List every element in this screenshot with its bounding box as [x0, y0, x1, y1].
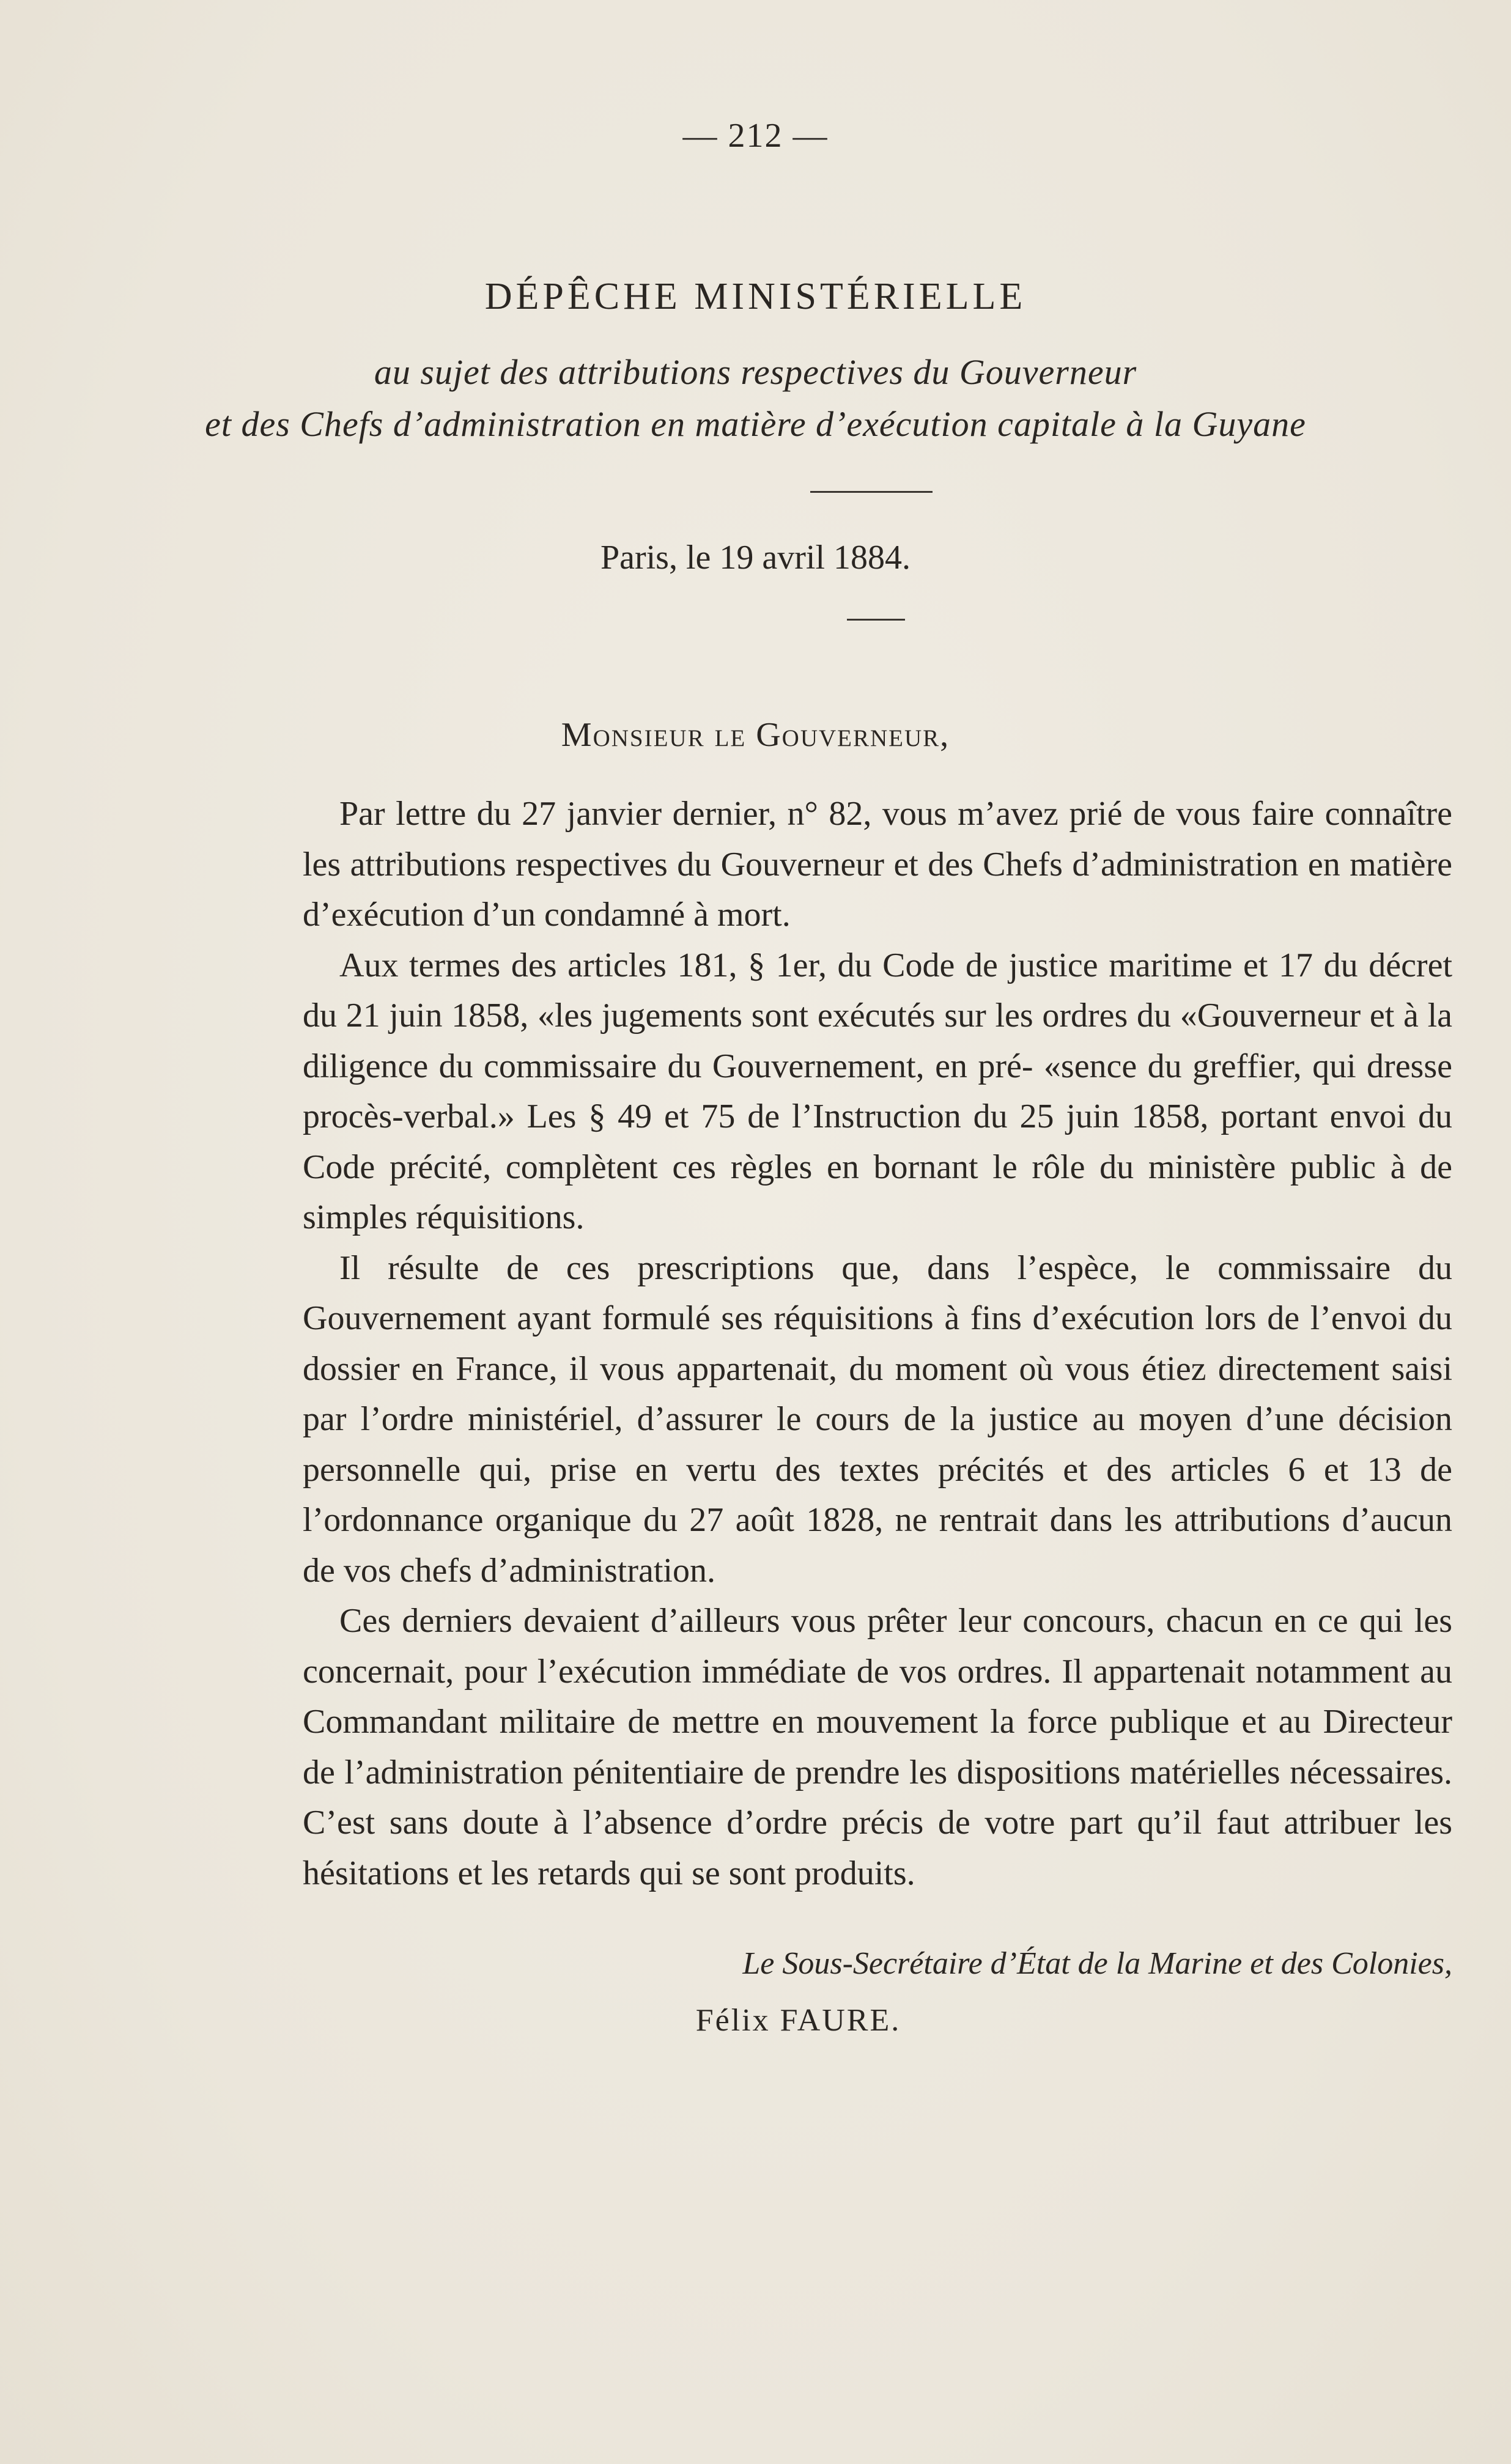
subtitle-line-2: et des Chefs d’administration en matière d’exécution capitale à la Guyane — [205, 404, 1306, 444]
document-title: DÉPÊCHE MINISTÉRIELLE — [484, 276, 1027, 317]
page-number: — 212 — — [682, 117, 829, 155]
separator-rule-short — [847, 619, 905, 621]
salutation: Monsieur le Gouverneur, — [561, 716, 950, 754]
letter-body — [303, 789, 1452, 1898]
signature-title: Le Sous-Secrétaire d’État de la Marine et des Colonies, — [742, 1946, 1452, 1981]
paragraph-2: Aux termes des articles 181, § 1er, du Code de justice maritime et 17 du décret du 21 juin 1858, «les jugements sont exécutés sur les ordres du «Gouverneur et à la diligence du commissaire du Gouvernement, en pré- «sence du greffier, qui dresse procès-verbal.» Les § 49 et 75 de l’Instruction du 25 juin 1858, portant envoi du Code précité, complètent ces règles en bornant le rôle du ministère public à de simples réquisitions. — [303, 946, 1452, 1236]
paragraph-3: Il résulte de ces prescriptions que, dans l’espèce, le commissaire du Gouvernement ayant formulé ses réquisitions à fins d’exécution lors de l’envoi du dossier en France, il vous appartenait, du moment où vous étiez directement saisi par l’ordre ministériel, d’assurer le cours de la justice au moyen d’une décision personnelle qui, prise en vertu des textes précités et des articles 6 et 13 de l’ordonnance organique du 27 août 1828, ne rentrait dans les attributions d’aucun de vos chefs d’administration. — [303, 1249, 1452, 1590]
subtitle-line-1: au sujet des attributions respectives du Gouverneur — [374, 352, 1137, 392]
dateline: Paris, le 19 avril 1884. — [600, 539, 911, 577]
paragraph-1: Par lettre du 27 janvier dernier, n° 82, vous m’avez prié de vous faire connaître les attributions respectives du Gouverneur et des Chefs d’administration en matière d’exécution d’un condamné à mort. — [303, 795, 1452, 934]
paragraph-4: Ces derniers devaient d’ailleurs vous prêter leur concours, chacun en ce qui les concernait, pour l’exécution immédiate de vos ordres. Il appartenait notamment au Commandant militaire de mettre en mouvement la force publique et au Directeur de l’administration pénitentiaire de prendre les dispositions matérielles nécessaires. C’est sans doute à l’absence d’ordre précis de votre part qu’il faut attribuer les hésitations et les retards qui se sont produits. — [303, 1602, 1452, 1892]
signature-name: Félix FAURE. — [695, 2003, 901, 2038]
separator-rule — [810, 491, 933, 493]
